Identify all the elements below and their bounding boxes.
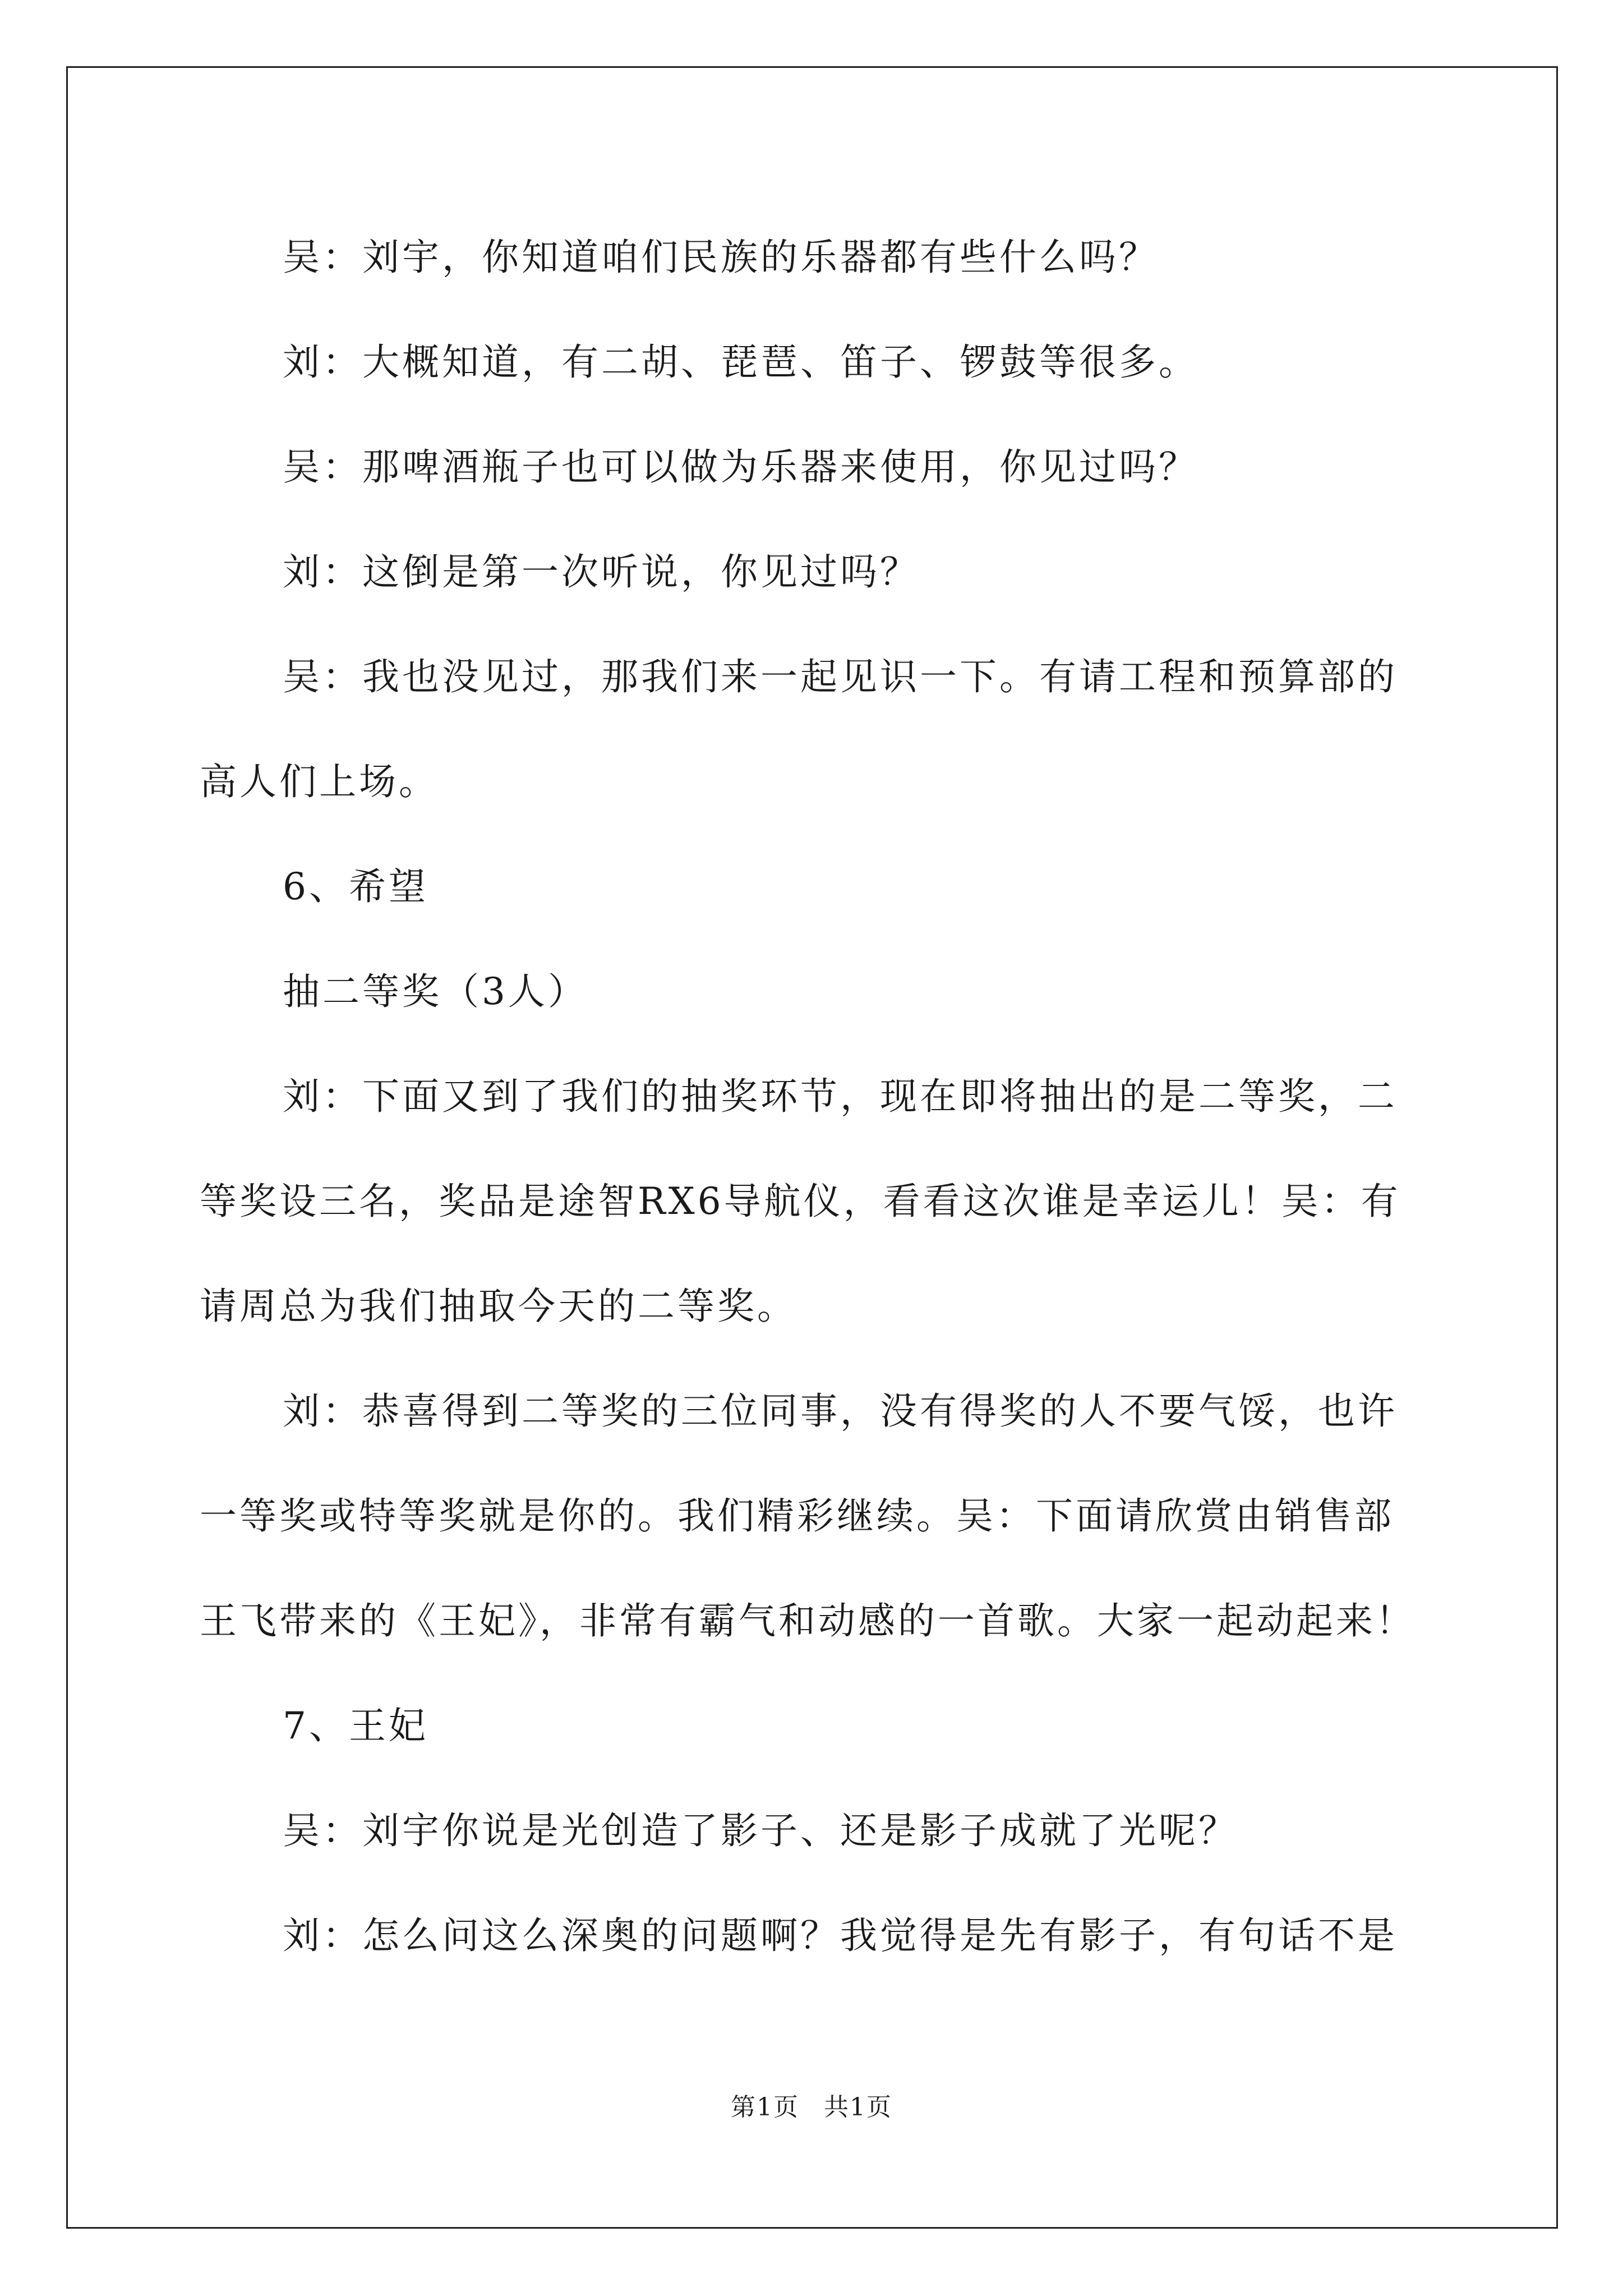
paragraph: 刘：恭喜得到二等奖的三位同事，没有得奖的人不要气馁，也许一等奖或特等奖就是你的。我们精彩继续。吴：下面请欣赏由销售部王飞带来的《王妃》，非常有霸气和动感的一首歌。大家一起动起来！ bbox=[200, 1389, 1415, 1642]
section-heading: 7、王妃 bbox=[283, 1704, 428, 1747]
section-heading: 6、希望 bbox=[283, 865, 428, 908]
page-footer bbox=[0, 2087, 1623, 2123]
paragraph: 刘：大概知道，有二胡、琵琶、笛子、锣鼓等很多。 bbox=[283, 341, 1198, 384]
paragraph: 吴：我也没见过，那我们来一起见识一下。有请工程和预算部的高人们上场。 bbox=[200, 655, 1398, 803]
paragraph: 刘：这倒是第一次听说，你见过吗？ bbox=[283, 550, 920, 593]
paragraph: 吴：刘宇，你知道咱们民族的乐器都有些什么吗？ bbox=[283, 236, 1159, 279]
page-number: 第1页 bbox=[731, 2093, 799, 2122]
paragraph: 刘：怎么问这么深奥的问题啊？我觉得是先有影子，有句话不是 bbox=[283, 1914, 1398, 1957]
section-heading: 抽二等奖（3人） bbox=[283, 970, 588, 1013]
document-body bbox=[200, 205, 1433, 1988]
page-total: 共1页 bbox=[824, 2093, 892, 2122]
paragraph: 刘：下面又到了我们的抽奖环节，现在即将抽出的是二等奖，二等奖设三名，奖品是途智RX6导航仪，看看这次谁是幸运儿！吴：有请周总为我们抽取今天的二等奖。 bbox=[200, 1075, 1401, 1328]
paragraph: 吴：刘宇你说是光创造了影子、还是影子成就了光呢？ bbox=[283, 1809, 1238, 1852]
paragraph: 吴：那啤酒瓶子也可以做为乐器来使用，你见过吗？ bbox=[283, 445, 1198, 489]
